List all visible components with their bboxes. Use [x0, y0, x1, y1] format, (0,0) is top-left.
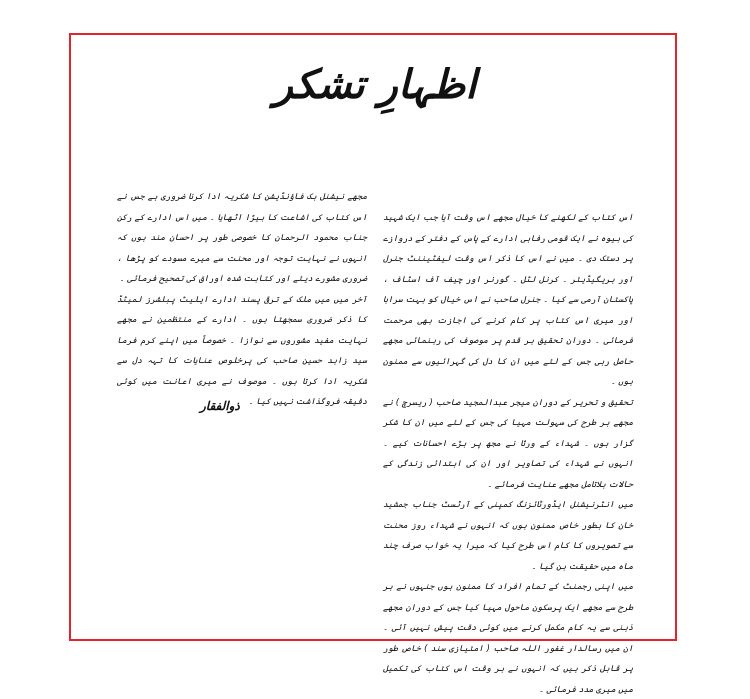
left-text-column: [117, 186, 367, 412]
author-signature: ذوالفقار: [200, 399, 240, 413]
right-text-column: [383, 207, 633, 699]
paragraph: تحقیق و تحریر کے دوران میجر عبدالمجید صاحب ( ریسرچ ) نے مجھے ہر طرح کی سہولت مہیا کی جس کے لئے میں ان کا شکر گزار ہوں ۔ شہداء کے ورثا نے مجھ پر بڑے احسانات کیے ۔ انہوں نے شہداء کی تصاویر اور ان کی ابتدائی زندگی کے حالات بلاتامل مجھے عنایت فرمائے ۔: [383, 396, 633, 489]
paragraph: میں اپنی رجمنٹ کے تمام افراد کا ممنون ہوں جنہوں نے ہر طرح سے مجھے ایک پرسکون ماحول مہیا کیا جس کے دوران مجھے ذہنی سے یہ کام مکمل کرنے میں کوئی دقت پیش نہیں آئی ۔ ان میں رسالدار غفور اللہ صاحب ( امتیازی سند ) خاص طور پر قابل ذکر ہیں کہ انہوں نے ہر وقت اس کتاب کی تکمیل میں میری مدد فرمائی ۔: [383, 581, 633, 694]
page-title: اظہارِ تشکر: [273, 61, 477, 108]
paragraph: مجھے نیشنل بک فاؤنڈیشن کا شکریہ ادا کرنا ضروری ہے جس نے اس کتاب کی اشاعت کا بیڑا اٹھایا ۔ میں اس ادارے کے رکن جناب محمود الرحمان کا خصوصی طور پر احسان مند ہوں کہ انہوں نے نہایت توجہ اور محنت سے میرے مسودے کو پڑھا ، ضروری مشورے دیئے اور کتابت شدہ اوراق کی تصحیح فرمائی ۔: [117, 191, 367, 283]
paragraph: اس کتاب کے لکھنے کا خیال مجھے اس وقت آیا جب ایک شہید کی بیوہ نے ایک قومی رفاہی ادارے کے پاس کے دفتر کے دروازے پر دستک دی ۔ میں نے اس کا ذکر اس وقت لیفٹیننٹ جنرل اور بریگیڈیئر ۔ کرنل لٹل ۔ گورنر اور چیف آف اسٹاف ، پاکستان آرمی سے کیا ۔ جنرل صاحب نے اس خیال کو بہت سراہا اور میری اس کتاب پر کام کرنے کی اجازت بھی مرحمت فرمائی ۔ دوران تحقیق ہر قدم پر موصوف کی رہنمائی مجھے حاصل رہی جس کے لئے میں ان کا دل کی گہرائیوں سے ممنون ہوں ۔: [383, 212, 633, 386]
paragraph: آخر میں میں ملک کے ترقی پسند ادارے ایلیٹ پبلشرز لمیٹڈ کا ذکر ضروری سمجھتا ہوں ۔ ادارے کے منتظمین نے مجھے نہایت مفید مشوروں سے نوازا ۔ خصوصاً میں اپنے کرم فرما سید زاہد حسین صاحب کی پرخلوص عنایات کا تہہ دل سے شکریہ ادا کرتا ہوں ۔ موصوف نے میری اعانت میں کوئی دقیقہ فروگذاشت نہیں کیا ۔: [117, 293, 367, 406]
paragraph: میں انٹرنیشنل ایڈورٹائزنگ کمپنی کے آرٹسٹ جناب جمشید خان کا بطور خاص ممنون ہوں کہ انہوں نے شہداء روز محنت سے تصویروں کا کام اس طرح کیا کہ میرا یہ خواب صرف چند ماہ میں حقیقت بن گیا ۔: [383, 499, 633, 571]
